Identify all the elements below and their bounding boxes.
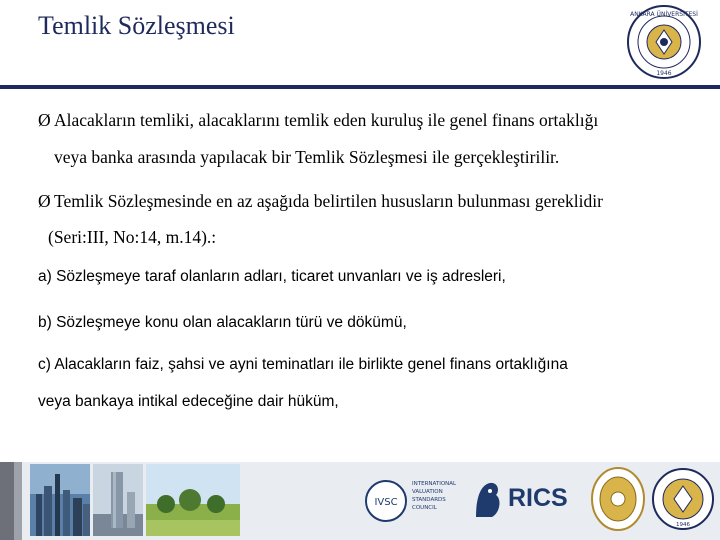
seal-year: 1946 <box>656 70 672 77</box>
ivsc-abbr: IVSC <box>374 497 398 508</box>
footer-seal-year: 1946 <box>676 522 690 528</box>
list-item-c-continued: veya bankaya intikal edeceğine dair hüküm, <box>38 393 339 410</box>
list-item-a: a) Sözleşmeye taraf olanların adları, ticaret unvanları ve iş adresleri, <box>38 268 506 285</box>
bullet-1-line1: Alacakların temliki, alacaklarını temlik eden kuruluş ile genel finans ortaklığı <box>54 110 599 130</box>
ivsc-text-line: STANDARDS <box>412 497 446 503</box>
gold-seal-logo <box>590 466 646 532</box>
city-skyline-photo <box>30 464 90 536</box>
list-item-c: c) Alacakların faiz, şahsi ve ayni teminatları ile birlikte genel finans ortaklığına <box>38 356 568 373</box>
ivsc-logo <box>364 470 464 532</box>
rics-lion-icon <box>470 477 504 523</box>
university-seal-logo <box>626 4 702 80</box>
ivsc-emblem-icon <box>364 472 408 530</box>
bullet-2-line2: (Seri:III, No:14, m.14).: <box>48 227 217 247</box>
ivsc-text-line: COUNCIL <box>412 505 437 511</box>
seal-ring-text: ANKARA ÜNİVERSİTESİ <box>630 11 698 18</box>
footer-band <box>0 462 720 540</box>
title-divider <box>0 85 720 89</box>
ivsc-text-line: INTERNATIONAL <box>412 481 457 487</box>
bullet-1 <box>38 110 598 131</box>
bullet-2-line1: Temlik Sözleşmesinde en az aşağıda belirtilen hususların bulunması gereklidir <box>54 191 603 211</box>
slide-title: Temlik Sözleşmesi <box>38 11 235 40</box>
rics-logo <box>470 472 582 528</box>
ivsc-text-line: VALUATION <box>412 489 443 495</box>
bullet-1-line2: veya banka arasında yapılacak bir Temlik Sözleşmesi ile gerçekleştirilir. <box>54 147 560 167</box>
arrow-bullet-icon: Ø <box>38 110 51 130</box>
tower-photo <box>93 464 143 536</box>
rics-wordmark: RICS <box>508 484 568 512</box>
list-item-b: b) Sözleşmeye konu olan alacakların türü ve dökümü, <box>38 314 407 331</box>
bullet-2 <box>38 191 603 212</box>
university-seal-footer-logo <box>652 466 714 532</box>
arrow-bullet-icon: Ø <box>38 191 51 211</box>
landscape-photo <box>146 464 240 536</box>
